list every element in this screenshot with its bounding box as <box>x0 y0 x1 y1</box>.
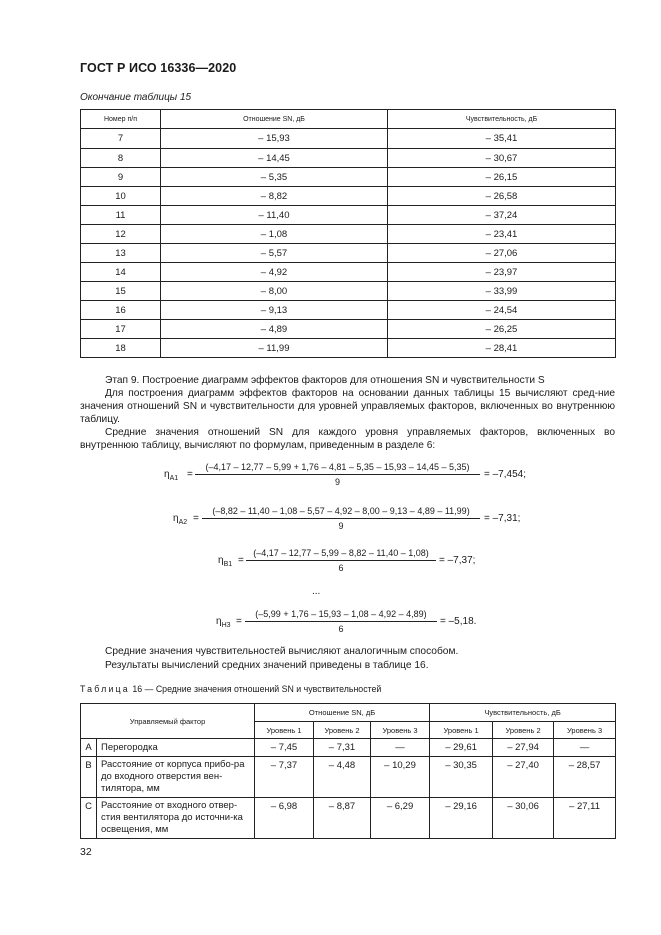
table16-caption <box>80 684 381 694</box>
paragraph-stage9-text: Этап 9. Построение диаграмм эффектов факторов для отношения SN и чувствительности S <box>105 375 545 386</box>
table15-cell-sn: – 15,93 <box>161 129 388 149</box>
table16 <box>80 703 616 839</box>
table15 <box>80 109 616 358</box>
table16-cell: — <box>554 739 616 757</box>
table16-header-row-1 <box>81 704 616 722</box>
formula-eta-a1-lhs: $\eta_{A1}$ <box>164 469 179 482</box>
table15-row <box>81 301 616 320</box>
table16-row-b <box>81 757 616 798</box>
table15-row <box>81 168 616 187</box>
table15-row <box>81 282 616 301</box>
table15-cell-sensitivity: – 37,24 <box>388 206 616 225</box>
table15-cell-number: 18 <box>81 339 161 358</box>
formula-eta-a1-numerator: (–4,17 – 12,77 – 5,99 + 1,76 – 4,81 – 5,35 – 15,93 – 14,45 – 5,35) <box>195 462 480 475</box>
formula-eta-b1-result: = –7,37; <box>439 555 476 566</box>
table15-row <box>81 129 616 149</box>
formula-eta-b1-fraction <box>246 548 436 573</box>
table15-cell-sn: – 1,08 <box>161 225 388 244</box>
table15-row <box>81 339 616 358</box>
table15-row <box>81 263 616 282</box>
paragraph-results <box>80 659 615 672</box>
table15-cell-sensitivity: – 33,99 <box>388 282 616 301</box>
formula-eta-a1: $\eta_{A1}$ = (–4,17 – 12,77 – 5,99 + 1,76 – 4,81 – 5,35 – 15,93 – 14,45 – 5,35) 9 = –7,454; <box>164 462 526 487</box>
table16-cell: – 27,94 <box>493 739 554 757</box>
table16-row-label: C <box>81 798 97 839</box>
table16-cell: – 10,29 <box>371 757 430 798</box>
formula-eta-b1: $\eta_{B1}$ = $\frac{(-4,17 - 12,77 - 5,99 - 8,82 - 11,40 - 1,08)}{6}$ = –7,37; <box>218 548 476 573</box>
table15-cell-sn: – 11,40 <box>161 206 388 225</box>
table15-cell-number: 16 <box>81 301 161 320</box>
table15-cell-sn: – 9,13 <box>161 301 388 320</box>
table15-cell-sensitivity: – 35,41 <box>388 129 616 149</box>
table15-cell-sn: – 8,82 <box>161 187 388 206</box>
table16-cell: – 29,61 <box>430 739 493 757</box>
table15-row <box>81 244 616 263</box>
paragraph-stage9 <box>80 374 615 387</box>
table16-sens-level-3: Уровень 3 <box>554 722 616 739</box>
table16-factor-name: Перегородка <box>97 739 255 757</box>
formula-eta-h3: $\eta_{H3}$ = $\frac{(-5,99 + 1,76 - 15,93 - 1,08 - 4,92 - 4,89)}{6}$ = –5,18. <box>216 609 477 634</box>
table16-cell: – 30,35 <box>430 757 493 798</box>
table15-cell-sn: – 11,99 <box>161 339 388 358</box>
table16-factor-name: Расстояние от входного отвер-стия вентилятора до источни-ка освещения, мм <box>97 798 255 839</box>
table15-cell-sn: – 4,92 <box>161 263 388 282</box>
formula-eta-h3-numerator: (–5,99 + 1,76 – 15,93 – 1,08 – 4,92 – 4,89) <box>245 609 437 622</box>
table15-header-row <box>81 110 616 129</box>
table15-cell-number: 12 <box>81 225 161 244</box>
table16-cell: – 7,31 <box>314 739 371 757</box>
table15-cell-sensitivity: – 26,15 <box>388 168 616 187</box>
paragraph-diagrams-text: Для построения диаграмм эффектов факторов на основании данных таблицы 15 вычисляют сред-ние значения отношений SN и чувствительности для уровней управляемых факторов, включенных во внутреннюю таблицу. <box>80 388 615 425</box>
table15-cell-sn: – 5,35 <box>161 168 388 187</box>
table16-cell: – 4,48 <box>314 757 371 798</box>
table16-factor-header: Управляемый фактор <box>81 704 255 739</box>
table16-cell: – 27,40 <box>493 757 554 798</box>
table16-cell: – 7,45 <box>255 739 314 757</box>
table15-col-sn: Отношение SN, дБ <box>161 110 388 129</box>
formula-ellipsis: ... <box>312 586 321 597</box>
table15-cell-sn: – 14,45 <box>161 149 388 168</box>
table15-cell-number: 17 <box>81 320 161 339</box>
table15-cell-sensitivity: – 26,25 <box>388 320 616 339</box>
paragraph-sn-means-text: Средние значения отношений SN для каждого уровня управляемых факторов, включенных во внутреннюю таблицу, вычисляют по формулам, приведенным в разделе 6: <box>80 427 615 451</box>
document-header: ГОСТ Р ИСО 16336—2020 <box>80 61 237 75</box>
formula-eta-a2-result: = –7,31; <box>484 513 521 524</box>
table15-cell-sn: – 5,57 <box>161 244 388 263</box>
table15-row <box>81 206 616 225</box>
table16-sn-level-3: Уровень 3 <box>371 722 430 739</box>
table15-row <box>81 320 616 339</box>
table15-cell-sn: – 4,89 <box>161 320 388 339</box>
formula-eta-a1-denominator: 9 <box>334 477 340 487</box>
table16-cell: – 29,16 <box>430 798 493 839</box>
table16-factor-name: Расстояние от корпуса прибо-ра до входного отверстия вен-тилятора, мм <box>97 757 255 798</box>
table15-caption: Окончание таблицы 15 <box>80 92 192 103</box>
table15-cell-sensitivity: – 30,67 <box>388 149 616 168</box>
table15-row <box>81 225 616 244</box>
table15-cell-number: 10 <box>81 187 161 206</box>
table16-sens-level-1: Уровень 1 <box>430 722 493 739</box>
table16-cell: – 27,11 <box>554 798 616 839</box>
paragraph-sens-means <box>80 645 615 658</box>
table16-cell: – 30,06 <box>493 798 554 839</box>
table15-cell-number: 7 <box>81 129 161 149</box>
table15-cell-number: 13 <box>81 244 161 263</box>
formula-eta-a2-fraction <box>202 506 480 531</box>
table16-sn-group-header: Отношение SN, дБ <box>255 704 430 722</box>
table15-cell-number: 9 <box>81 168 161 187</box>
formula-eta-b1-lhs: $\eta_{B1}$ <box>218 555 233 568</box>
table16-cell: – 6,98 <box>255 798 314 839</box>
formula-eta-b1-numerator: (–4,17 – 12,77 – 5,99 – 8,82 – 11,40 – 1,08) <box>246 548 436 561</box>
paragraph-sn-means <box>80 426 615 452</box>
table15-cell-sn: – 8,00 <box>161 282 388 301</box>
table15-cell-sensitivity: – 28,41 <box>388 339 616 358</box>
table16-cell: – 8,87 <box>314 798 371 839</box>
table16-row-c <box>81 798 616 839</box>
table16-cell: – 7,37 <box>255 757 314 798</box>
table15-cell-number: 8 <box>81 149 161 168</box>
table15-cell-sensitivity: – 23,41 <box>388 225 616 244</box>
formula-eta-a1-fraction <box>195 462 480 487</box>
paragraph-sens-means-text: Средние значения чувствительностей вычисляют аналогичным способом. <box>105 646 459 657</box>
table16-sn-level-2: Уровень 2 <box>314 722 371 739</box>
formula-eta-h3-result: = –5,18. <box>440 616 477 627</box>
formula-eta-a1-result: = –7,454; <box>484 469 526 480</box>
formula-eta-a2-lhs: $\eta_{A2}$ <box>173 513 188 526</box>
table16-sens-level-2: Уровень 2 <box>493 722 554 739</box>
table15-row <box>81 187 616 206</box>
formula-eta-h3-denominator: 6 <box>338 624 344 634</box>
formula-eta-h3-lhs: $\eta_{H3}$ <box>216 616 231 629</box>
table16-row-a <box>81 739 616 757</box>
formula-eta-b1-denominator: 6 <box>338 563 344 573</box>
table15-cell-sensitivity: – 24,54 <box>388 301 616 320</box>
table16-row-label: B <box>81 757 97 798</box>
table16-caption-text: 16 — Средние значения отношений SN и чувствительностей <box>129 684 382 694</box>
table16-caption-prefix: Таблица <box>80 684 130 694</box>
formula-eta-h3-fraction <box>245 609 437 634</box>
table15-cell-sensitivity: – 26,58 <box>388 187 616 206</box>
paragraph-results-text: Результаты вычислений средних значений приведены в таблице 16. <box>105 660 429 671</box>
table15-cell-number: 15 <box>81 282 161 301</box>
table15-cell-sensitivity: – 27,06 <box>388 244 616 263</box>
table15-cell-sensitivity: – 23,97 <box>388 263 616 282</box>
table15-cell-number: 11 <box>81 206 161 225</box>
table16-cell: – 6,29 <box>371 798 430 839</box>
table15-col-number: Номер п/п <box>81 110 161 129</box>
table15-col-sensitivity: Чувствительность, дБ <box>388 110 616 129</box>
formula-eta-a2-denominator: 9 <box>338 521 344 531</box>
table16-row-label: A <box>81 739 97 757</box>
table16-sensitivity-group-header: Чувствительность, дБ <box>430 704 616 722</box>
formula-eta-a2-numerator: (–8,82 – 11,40 – 1,08 – 5,57 – 4,92 – 8,00 – 9,13 – 4,89 – 11,99) <box>202 506 480 519</box>
table15-row <box>81 149 616 168</box>
formula-eta-a2: $\eta_{A2}$ = (–8,82 – 11,40 – 1,08 – 5,57 – 4,92 – 8,00 – 9,13 – 4,89 – 11,99) 9 = –7,31; <box>173 506 521 531</box>
table16-cell: – 28,57 <box>554 757 616 798</box>
table16-sn-level-1: Уровень 1 <box>255 722 314 739</box>
page-number: 32 <box>80 846 92 858</box>
table16-cell: — <box>371 739 430 757</box>
table15-cell-number: 14 <box>81 263 161 282</box>
paragraph-diagrams <box>80 387 615 426</box>
